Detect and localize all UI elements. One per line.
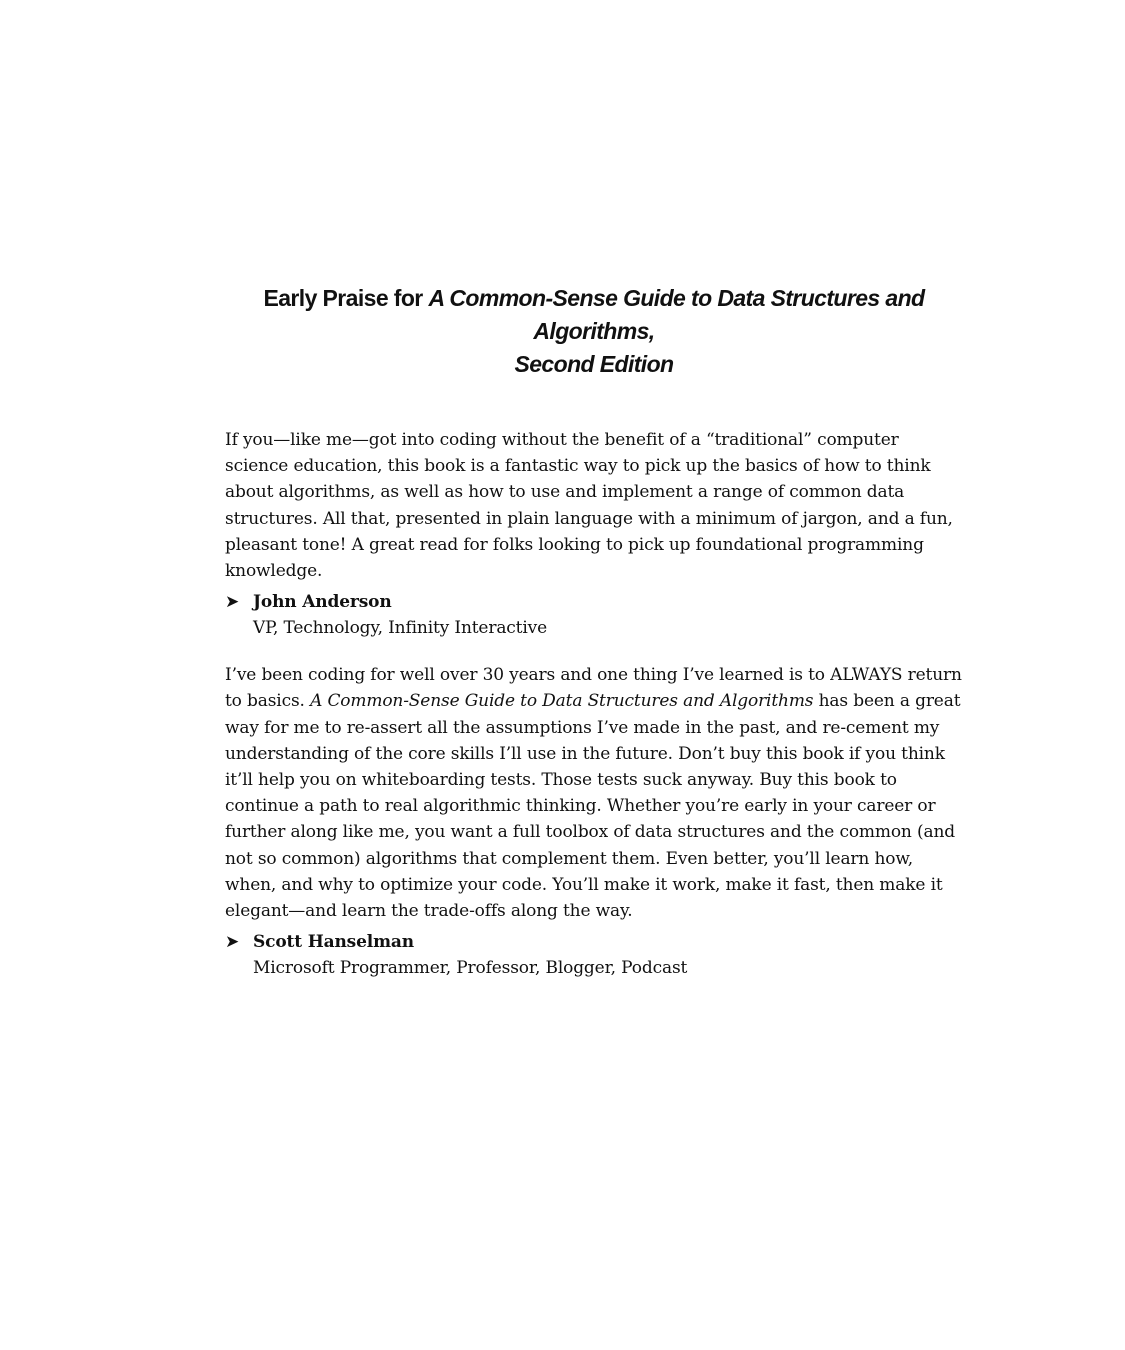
reviewer-name: John Anderson [253,592,392,613]
reviewer-affiliation: VP, Technology, Infinity Interactive [253,618,548,639]
quote-attribution [225,929,963,981]
praise-page [225,282,963,1002]
heading-book-title: A Common-Sense Guide to Data Structures and Algorithms, Second Edition [428,285,925,377]
heading-prefix: Early Praise for [263,285,429,311]
reviewer-affiliation: Microsoft Programmer, Professor, Blogger, Podcast [253,958,688,979]
quote-attribution [225,589,963,641]
praise-quotes [225,427,963,981]
praise-quote [225,662,963,981]
quote-book-title: A Common-Sense Guide to Data Structures and Algorithms [310,691,814,712]
quote-text: If you—like me—got into coding without the benefit of a “traditional” computer science education, this book is a fantastic way to pick up the basics of how to think about algorithms, as well as how to use and implement a range of common data structures. All that, presented in plain language with a minimum of jargon, and a fun, pleasant tone! A great read for folks looking to pick up foundational programming knowledge. [225,430,953,582]
quote-text: I’ve been coding for well over 30 years and one thing I’ve learned is to ALWAYS return to basics. A Common-Sense Guide to Data Structures and Algorithms has been a great way for me to re-assert all the assumptions I’ve made in the past, and re-cement my understanding of the core skills I’ll use in the future. Don’t buy this book if you think it’ll help you on whiteboarding tests. Those tests suck anyway. Buy this book to continue a path to real algorithmic thinking. Whether you’re early in your career or further along like me, you want a full toolbox of data structures and the common (and not so common) algorithms that complement them. Even better, you’ll learn how, when, and why to optimize your code. You’ll make it work, make it fast, then make it elegant—and learn the trade-offs along the way. [225,665,962,922]
arrow-bullet-icon: ➤ [225,932,240,953]
page-heading [225,282,963,381]
arrow-bullet-icon: ➤ [225,592,240,613]
praise-quote [225,427,963,641]
reviewer-name: Scott Hanselman [253,932,414,953]
